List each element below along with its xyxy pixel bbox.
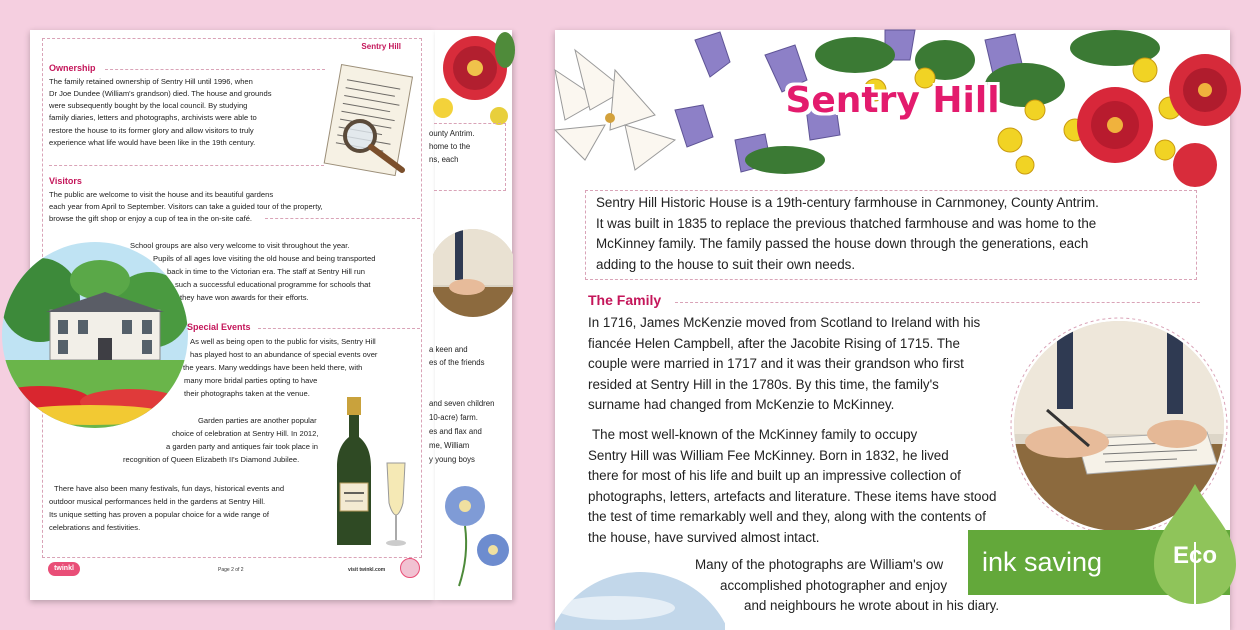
- ownership-line: family diaries, letters and photographs, archivists were able to: [49, 113, 257, 122]
- visitors-school-line: School groups are also very welcome to visit throughout the year.: [130, 241, 350, 250]
- letter-magnifier-illustration: [318, 64, 426, 182]
- family-line: fiancée Helen Campbell, after the Jacobite Rising of 1715. The: [588, 336, 960, 351]
- family-line: surname had changed from McKenzie to McKinney.: [588, 397, 895, 412]
- photo-line: Many of the photographs are William's ow: [695, 557, 944, 572]
- section-divider: [258, 328, 420, 329]
- ownership-line: experience what life would have been like in the 19th century.: [49, 138, 256, 147]
- page-header: Sentry Hill: [361, 42, 401, 51]
- middle-fragment: ns, each: [429, 155, 459, 164]
- section-divider: [105, 69, 325, 70]
- visitors-school-line: back in time to the Victorian era. The staff at Sentry Hill run: [167, 267, 365, 276]
- site-link[interactable]: visit twinkl.com: [348, 567, 386, 573]
- special-events-line: many more bridal parties opting to have: [184, 376, 318, 385]
- festival-line: celebrations and festivities.: [49, 523, 141, 532]
- ownership-heading: Ownership: [49, 63, 96, 73]
- page-title: Sentry Hill: [785, 80, 1000, 121]
- garden-party-line: recognition of Queen Elizabeth II's Diamond Jubilee.: [123, 455, 300, 464]
- festival-line: There have also been many festivals, fun days, historical events and: [54, 484, 285, 493]
- ownership-line: Dr Joe Dundee (William's grandson) died. The house and grounds: [49, 89, 272, 98]
- garden-party-line: Garden parties are another popular: [198, 416, 317, 425]
- intro-text: [596, 193, 1196, 275]
- page-number: Page 2 of 2: [218, 567, 244, 573]
- visitors-line: The public are welcome to visit the house and its beautiful gardens: [49, 190, 274, 199]
- william-line: the house, have survived almost intact.: [588, 530, 820, 545]
- intro-line: It was built in 1835 to replace the previous thatched farmhouse and was home to the: [596, 215, 1097, 231]
- middle-fragment: me, William: [429, 441, 470, 450]
- flower-illustration: [435, 30, 512, 130]
- award-badge: [400, 558, 420, 578]
- section-divider: [675, 302, 1200, 303]
- back-page: [30, 30, 435, 600]
- intro-line: McKinney family. The family passed the house down through the generations, each: [596, 236, 1089, 252]
- middle-fragment: home to the: [429, 142, 471, 151]
- special-events-line: As well as being open to the public for visits, Sentry Hill: [190, 337, 376, 346]
- twinkl-logo: twinkl: [48, 562, 80, 576]
- middle-fragment: and seven children: [429, 399, 495, 408]
- ink-saving-label: ink saving: [982, 547, 1103, 577]
- middle-fragment: ounty Antrim.: [429, 129, 475, 138]
- photo-line: and neighbours he wrote about in his diary.: [744, 598, 1000, 613]
- family-heading: The Family: [588, 292, 662, 308]
- sky-illustration: [555, 568, 725, 630]
- william-line: there for most of his life and built up an impressive collection of: [588, 468, 961, 483]
- middle-fragment: a keen and: [429, 345, 468, 354]
- middle-fragment: es of the friends: [429, 358, 485, 367]
- william-line: Sentry Hill was William Fee McKinney. Born in 1832, he lived: [588, 448, 949, 463]
- ownership-line: restore the house to its former glory and allow visitors to truly: [49, 126, 254, 135]
- festival-line: outdoor musical performances held in the gardens at Sentry Hill.: [49, 497, 266, 506]
- special-events-heading: Special Events: [187, 322, 251, 332]
- family-line: resided at Sentry Hill in the 1780s. By this time, the family's: [588, 377, 939, 392]
- middle-fragment: y young boys: [429, 455, 475, 464]
- intro-line: Sentry Hill Historic House is a 19th-century farmhouse in Carnmoney, County Antrim.: [596, 195, 1099, 210]
- william-line: the test of time remarkably well and they, along with the contents of: [588, 509, 986, 524]
- visitors-school-line: they have won awards for their efforts.: [180, 293, 309, 302]
- visitors-school-line: such a successful educational programme for schools that: [175, 280, 371, 289]
- middle-page: [429, 30, 512, 600]
- garden-party-line: a garden party and antiques fair took place in: [166, 442, 318, 451]
- section-divider: [265, 218, 420, 219]
- middle-fragment: es and flax and: [429, 427, 482, 436]
- intro-line: adding to the house to suit their own needs.: [596, 256, 856, 272]
- writing-hand-illustration: [433, 225, 509, 320]
- family-line: couple were married in 1717 and it was their grandson who first: [588, 356, 964, 371]
- section-divider: [49, 165, 324, 166]
- william-line: photographs, letters, artefacts and literature. These items have stood: [588, 489, 997, 504]
- eco-tag: Eco: [1172, 542, 1217, 569]
- family-line: In 1716, James McKenzie moved from Scotland to Ireland with his: [588, 315, 981, 330]
- champagne-illustration: [335, 395, 415, 550]
- visitors-heading: Visitors: [49, 176, 82, 186]
- photo-line: accomplished photographer and enjoy: [720, 578, 948, 593]
- garden-party-line: choice of celebration at Sentry Hill. In 2012,: [172, 429, 319, 438]
- ownership-line: were subsequently bought by the local council. By studying: [49, 101, 248, 110]
- house-illustration: [0, 240, 190, 430]
- blue-flower-illustration: [435, 478, 512, 588]
- middle-fragment: 10-acre) farm.: [429, 413, 478, 422]
- ownership-line: The family retained ownership of Sentry Hill until 1996, when: [49, 77, 253, 86]
- festival-line: Its unique setting has proven a popular choice for a wide range of: [49, 510, 269, 519]
- special-events-line: the years. Many weddings have been held there, with: [183, 363, 363, 372]
- special-events-line: their photographs taken at the venue.: [184, 389, 310, 398]
- visitors-line: each year from April to September. Visitors can take a guided tour of the property,: [49, 202, 323, 211]
- visitors-line: browse the gift shop or enjoy a cup of tea in the on-site café.: [49, 214, 253, 223]
- visitors-school-line: Pupils of all ages love visiting the old house and being transported: [153, 254, 376, 263]
- william-line: The most well-known of the McKinney family to occupy: [592, 427, 918, 442]
- special-events-line: has played host to an abundance of special events over: [190, 350, 378, 359]
